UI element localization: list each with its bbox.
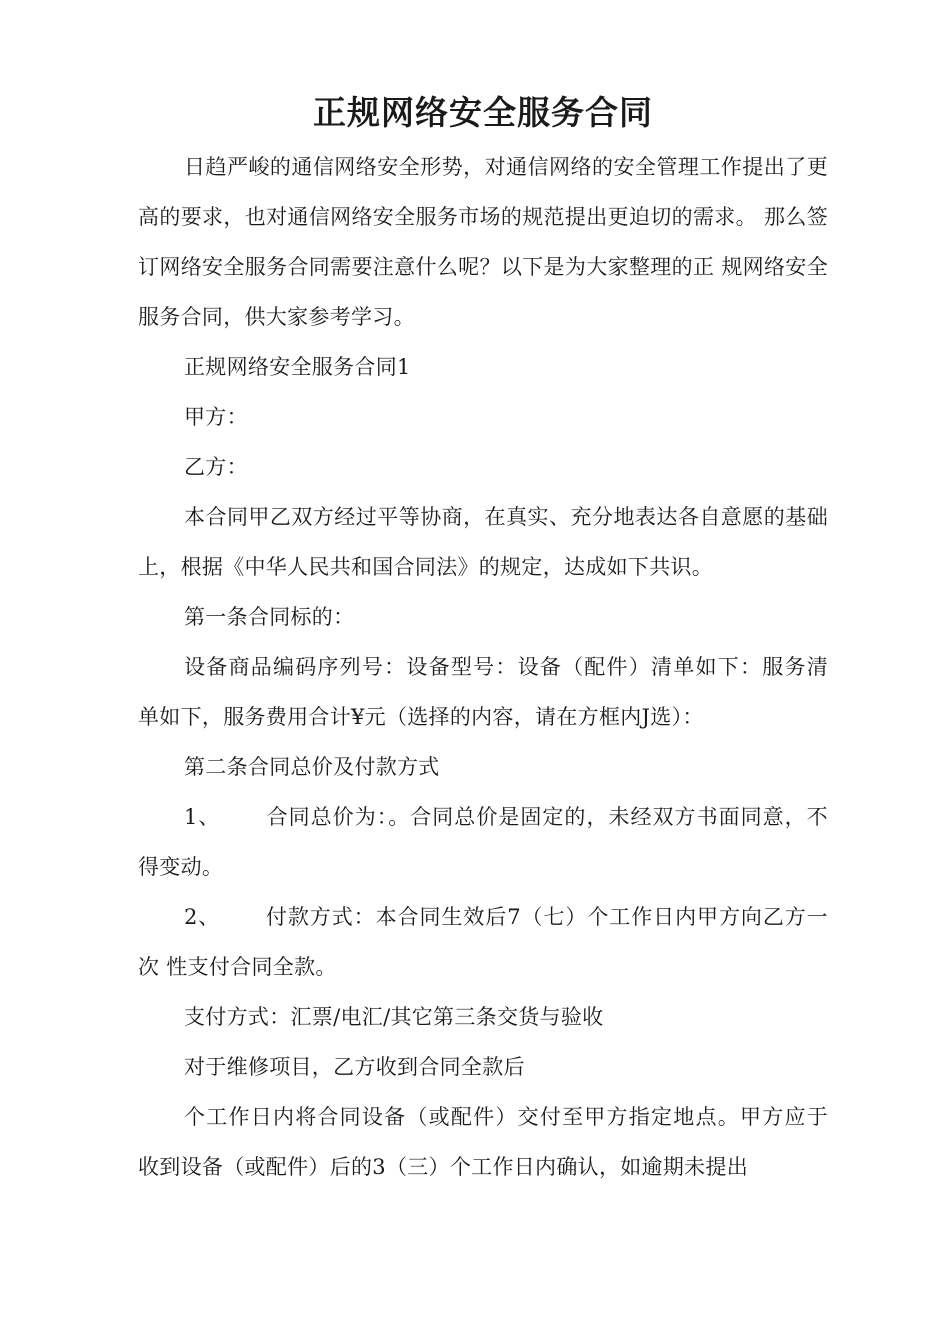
document-page — [138, 88, 835, 1192]
article-1-heading: 第一条合同标的： — [184, 605, 355, 629]
agreement-paragraph: 本合同甲乙双方经过平等协商，在真实、充分地表达各自意愿的基础上，根据《中华人民共和国合同法》的规定，达成如下共识。 — [138, 505, 828, 579]
payment-method-line: 支付方式：汇票/电汇/其它第三条交货与验收 — [184, 1005, 604, 1029]
party-b-line: 乙方： — [184, 455, 248, 479]
article-2-item-1: 1、 合同总价为：。合同总价是固定的，未经双方书面同意，不 得变动。 — [138, 805, 835, 879]
article-1-body: 设备商品编码序列号：设备型号：设备（配件）清单如下：服务清 单如下，服务费用合计¥元（选择的内容，请在方框内J选）： — [138, 655, 835, 729]
contract-heading: 正规网络安全服务合同1 — [184, 355, 411, 379]
repair-item-line: 对于维修项目，乙方收到合同全款后 — [184, 1055, 525, 1079]
intro-paragraph: 日趋严峻的通信网络安全形势，对通信网络的安全管理工作提出了更高的要求，也对通信网络安全服务市场的规范提出更迫切的需求。 那么签订网络安全服务合同需要注意什么呢？以下是为大家整理的正 规网络安全服务合同，供大家参考学习。 — [138, 155, 828, 329]
article-2-item-2: 2、 付款方式：本合同生效后7（七）个工作日内甲方向乙方一次 性支付合同全款。 — [138, 905, 828, 979]
delivery-paragraph: 个工作日内将合同设备（或配件）交付至甲方指定地点。甲方应于 收到设备（或配件）后的3（三）个工作日内确认，如逾期未提出 — [138, 1105, 835, 1179]
article-2-heading: 第二条合同总价及付款方式 — [184, 755, 440, 779]
document-title: 正规网络安全服务合同 — [313, 93, 653, 132]
party-a-line: 甲方： — [184, 405, 248, 429]
